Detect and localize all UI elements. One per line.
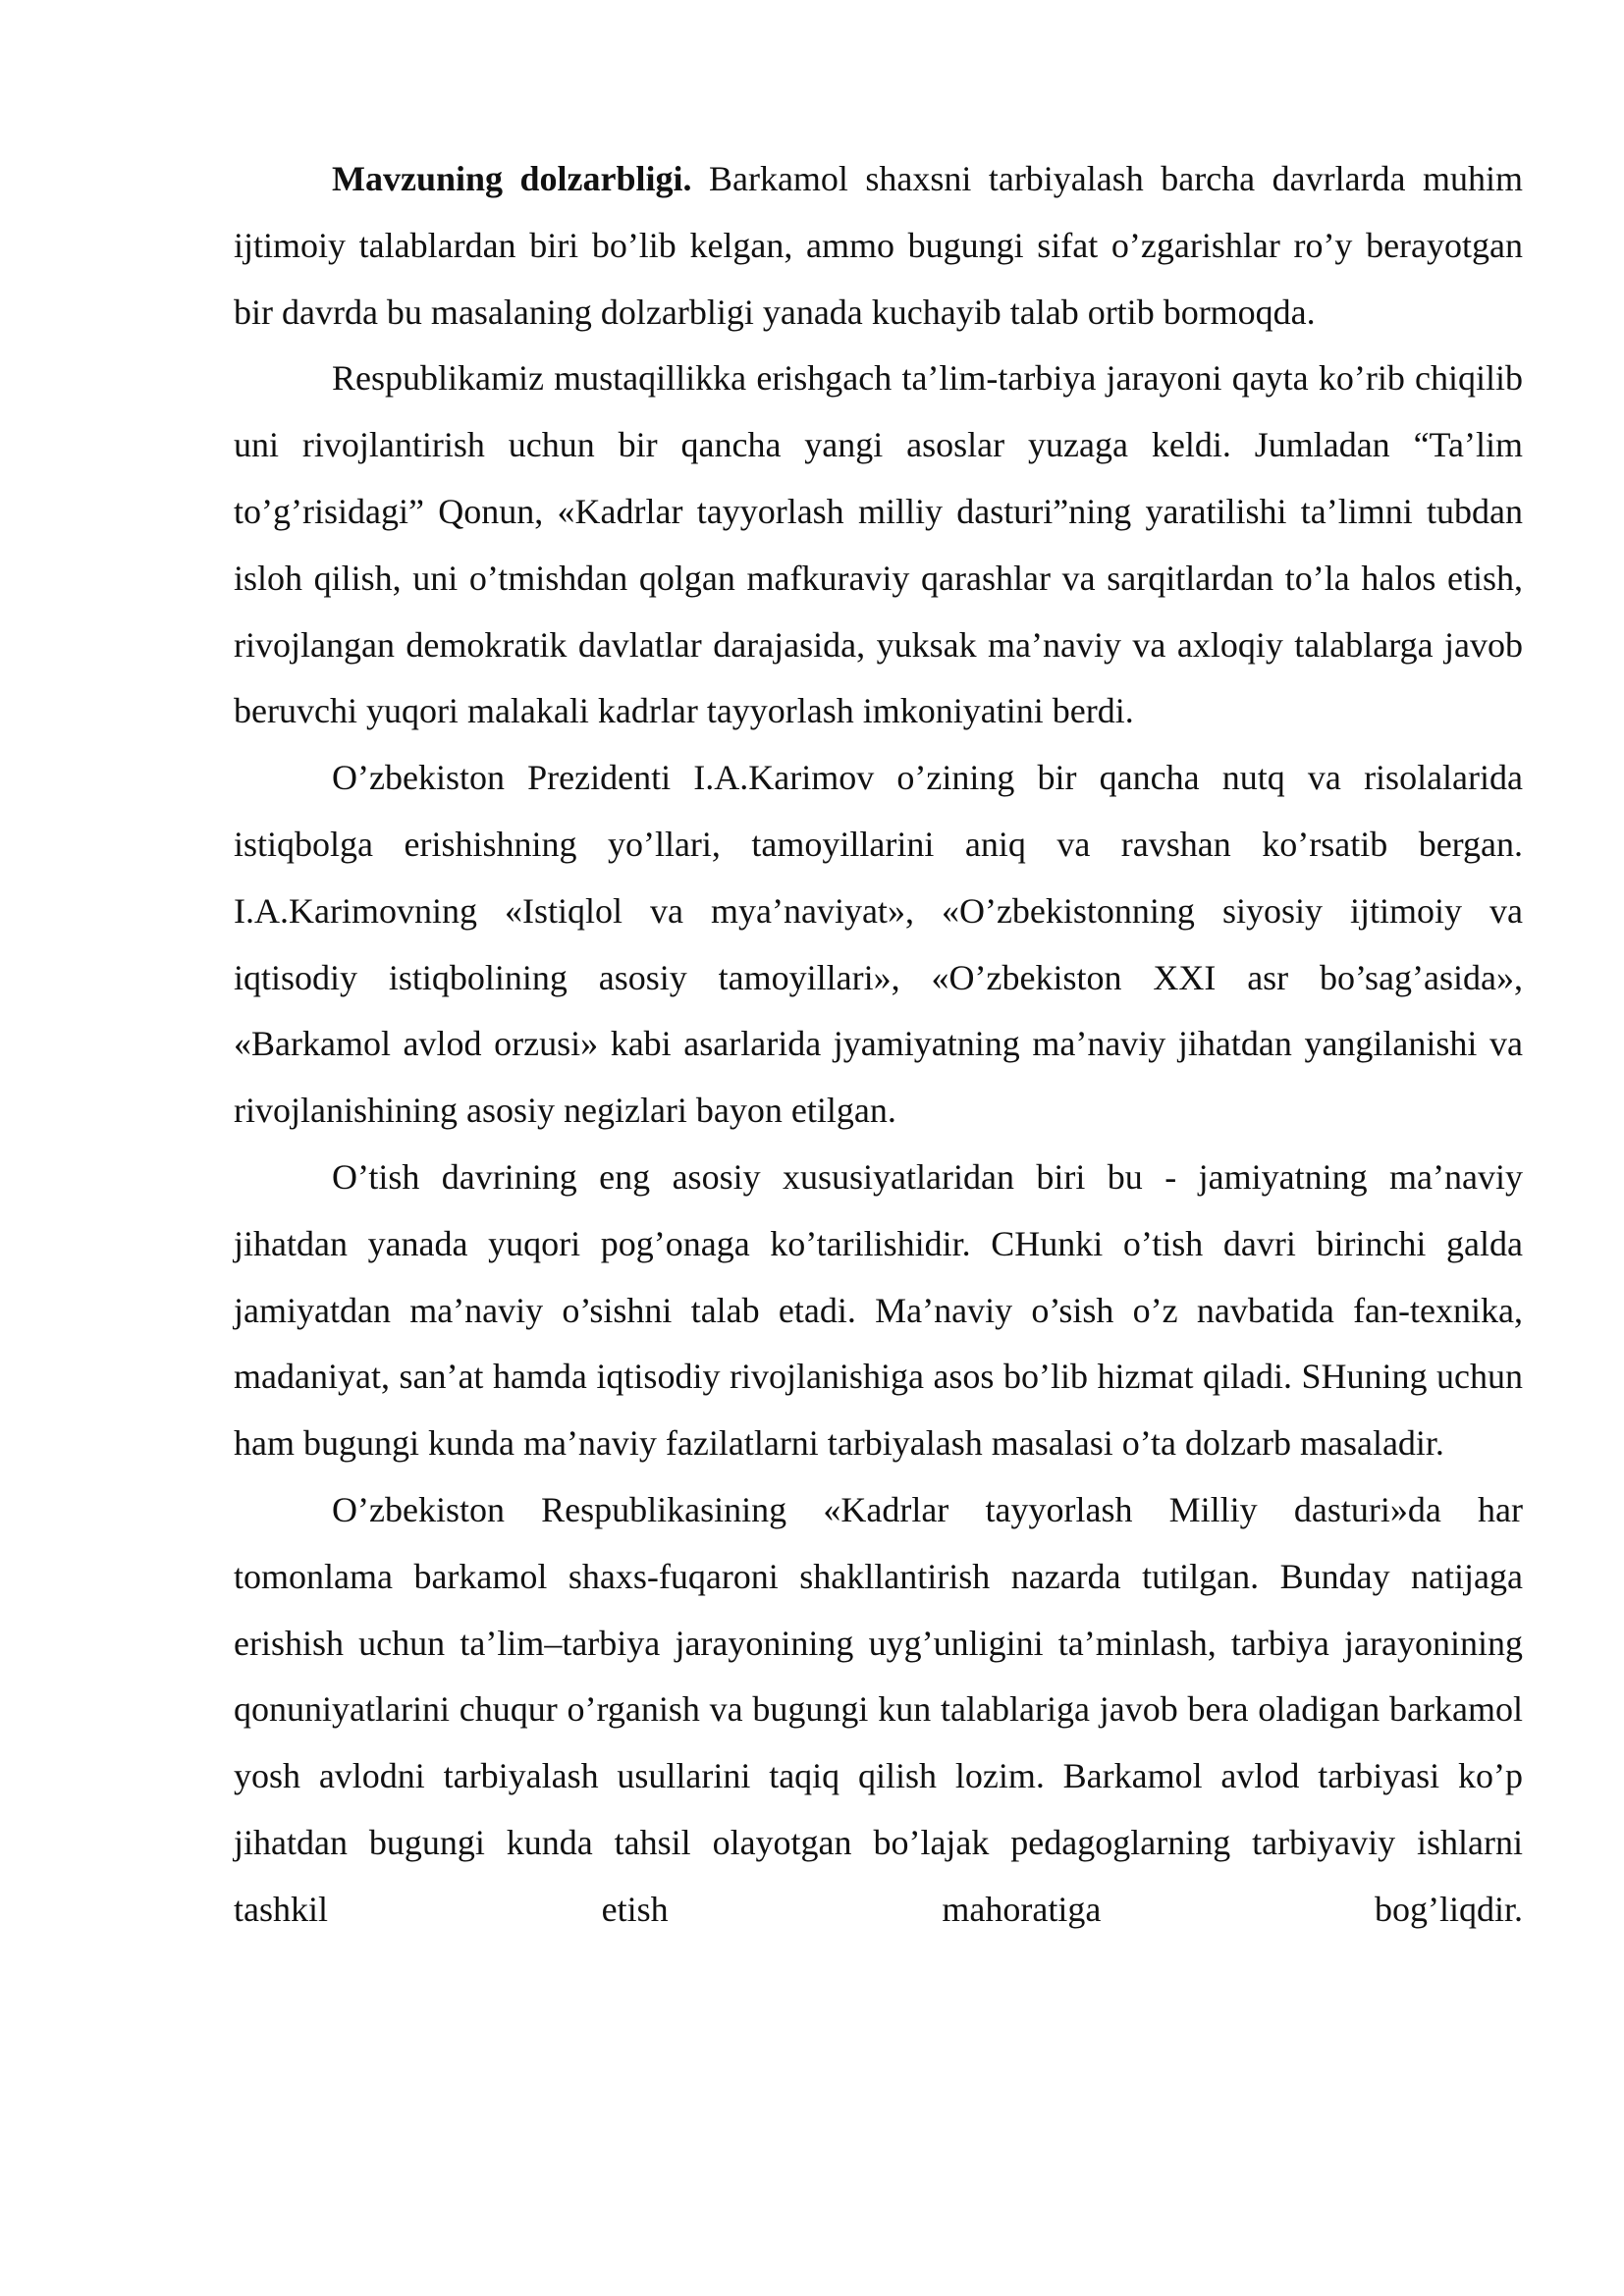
paragraph-text: O’tish davrining eng asosiy xususiyatlaridan biri bu - jamiyatning ma’naviy jihatdan yanada yuqori pog’onaga ko’tarilishidir. CHunki o’tish davri birinchi galda jamiyatdan ma’naviy o’sishni talab etadi. Ma’naviy o’sish o’z navbatida fan-texnika, madaniyat, san’at hamda iqtisodiy rivojlanishiga asos bo’lib hizmat qiladi. SHuning uchun ham bugungi kunda ma’naviy fazilatlarni tarbiyalash masalasi o’ta dolzarb masaladir.	[234, 1156, 1523, 1464]
section-heading: Mavzuning dolzarbligi.	[332, 159, 692, 198]
document-page	[234, 146, 1523, 1944]
paragraph-text: O’zbekiston Respublikasining «Kadrlar tayyorlash Milliy dasturi»da har tomonlama barkamol shaxs-fuqaroni shakllantirish nazarda tutilgan. Bunday natijaga erishish uchun ta’lim–tarbiya jarayonining uyg’unligini ta’minlash, tarbiya jarayonining qonuniyatlarini chuqur o’rganish va bugungi kun talablariga javob bera oladigan barkamol yosh avlodni tarbiyalash usullarini taqiq qilish lozim. Barkamol avlod tarbiyasi ko’p jihatdan bugungi kunda tahsil olayotgan bo’lajak pedagoglarning tarbiyaviy ishlarni tashkil etish mahoratiga bog’liqdir.	[234, 1489, 1523, 1929]
paragraph-national-program	[234, 1477, 1523, 1944]
paragraph-text: O’zbekiston Prezidenti I.A.Karimov o’zining bir qancha nutq va risolalarida istiqbolga erishishning yo’llari, tamoyillarini aniq va ravshan ko’rsatib bergan. I.A.Karimovning «Istiqlol va mya’naviyat», «O’zbekistonning siyosiy ijtimoiy va iqtisodiy istiqbolining asosiy tamoyillari», «O’zbekiston XXI asr bo’sag’asida», «Barkamol avlod orzusi» kabi asarlarida jyamiyatning ma’naviy jihatdan yangilanishi va rivojlanishining asosiy negizlari bayon etilgan.	[234, 758, 1523, 1131]
paragraph-transition	[234, 1145, 1523, 1477]
paragraph-topic-relevance	[234, 146, 1523, 346]
paragraph-text: Respublikamiz mustaqillikka erishgach ta’lim-tarbiya jarayoni qayta ko’rib chiqilib uni rivojlantirish uchun bir qancha yangi asoslar yuzaga keldi. Jumladan “Ta’lim to’g’risidagi” Qonun, «Kadrlar tayyorlash milliy dasturi”ning yaratilishi ta’limni tubdan isloh qilish, uni o’tmishdan qolgan mafkuraviy qarashlar va sarqitlardan to’la halos etish, rivojlangan demokratik davlatlar darajasida, yuksak ma’naviy va axloqiy talablarga javob beruvchi yuqori malakali kadrlar tayyorlash imkoniyatini berdi.	[234, 358, 1523, 731]
paragraph-independence	[234, 346, 1523, 745]
paragraph-text: Barkamol shaxsni tarbiyalash barcha davrlarda muhim ijtimoiy talablardan biri bo’lib kelgan, ammo bugungi sifat o’zgarishlar ro’y berayotgan bir davrda bu masalaning dolzarbligi yanada kuchayib talab ortib bormoqda.	[234, 159, 1524, 332]
paragraph-president	[234, 745, 1523, 1145]
